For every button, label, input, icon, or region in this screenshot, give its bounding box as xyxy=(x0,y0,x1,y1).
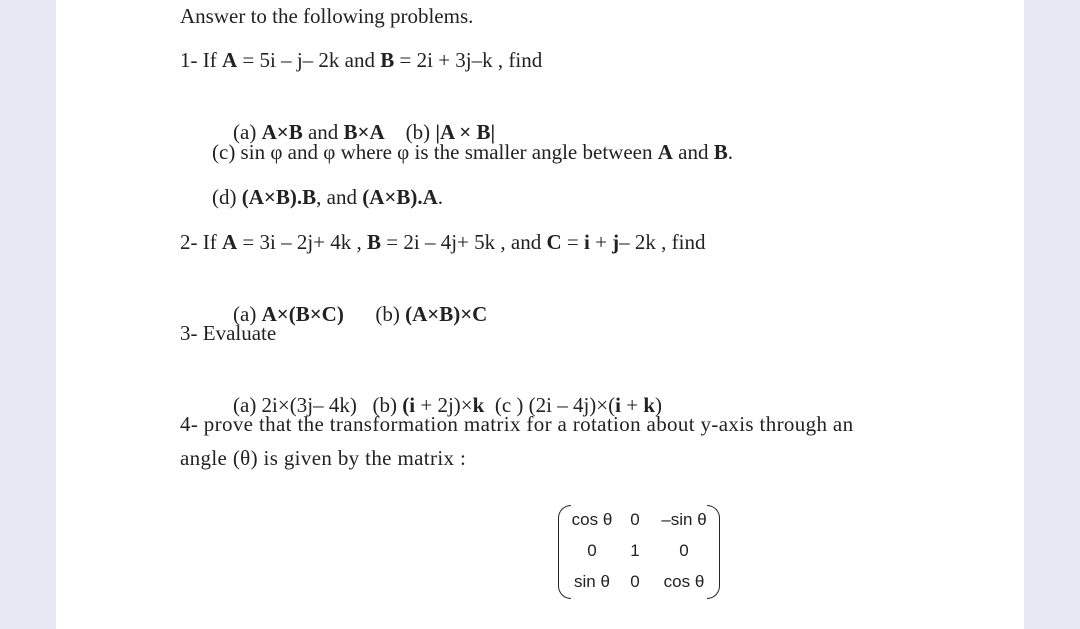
text-segment: = 5i – j– 2k and xyxy=(237,48,381,72)
unit-vector: k xyxy=(643,393,656,417)
text-segment: (c) sin φ and φ where φ is the smaller angle between xyxy=(212,140,658,164)
vector-expression: |A × B| xyxy=(435,120,496,144)
text-segment: 2- If xyxy=(180,230,222,254)
text-segment: + 2j)× xyxy=(415,393,473,417)
problem-4-line-2: angle (θ) is given by the matrix : xyxy=(180,446,467,470)
text-segment: = 2i + 3j–k , find xyxy=(394,48,543,72)
vector-symbol: C xyxy=(546,230,562,254)
matrix-cell: 0 xyxy=(679,541,689,560)
matrix-cell: 0 xyxy=(630,510,640,529)
vector-expression: (A×B)×C xyxy=(405,302,488,326)
text-segment: + xyxy=(620,393,644,417)
problem-1-part-d xyxy=(212,184,443,210)
vector-expression: A×(B×C) xyxy=(261,302,344,326)
matrix-cell: –sin θ xyxy=(661,510,707,529)
matrix-cell: 0 xyxy=(630,572,640,591)
matrix-cell: 1 xyxy=(630,541,640,560)
text-segment: (b) xyxy=(384,120,436,144)
text-segment: = 3i – 2j+ 4k , xyxy=(237,230,368,254)
text-segment: (b) xyxy=(343,302,406,326)
rotation-matrix xyxy=(558,503,720,599)
text-segment: , and xyxy=(316,185,363,209)
problem-2-statement xyxy=(180,229,706,255)
vector-symbol: A xyxy=(657,140,673,164)
matrix-cell: sin θ xyxy=(574,572,610,591)
matrix-cell: cos θ xyxy=(571,510,613,529)
unit-vector: k xyxy=(472,393,485,417)
unit-vector: i xyxy=(583,230,590,254)
vector-expression: (A×B).B xyxy=(241,185,317,209)
vector-expression: B×A xyxy=(343,120,385,144)
vector-expression: (A×B).A xyxy=(362,185,438,209)
vector-symbol: A xyxy=(221,230,238,254)
text-segment: ) xyxy=(655,393,663,417)
text-segment: (c ) (2i – 4j)×( xyxy=(484,393,616,417)
vector-symbol: B xyxy=(367,230,382,254)
text-segment: and xyxy=(302,120,344,144)
vector-expression: A×B xyxy=(261,120,303,144)
text-segment: = 2i – 4j+ 5k , and xyxy=(381,230,547,254)
text-segment: 1- If xyxy=(180,48,222,72)
unit-vector: (i xyxy=(402,393,416,417)
problem-1-statement xyxy=(180,47,542,73)
problem-4-line-1: 4- prove that the transformation matrix for a rotation about y-axis through an xyxy=(180,412,854,436)
vector-symbol: B xyxy=(713,140,728,164)
text-segment: (d) xyxy=(212,185,242,209)
text-segment: = xyxy=(561,230,584,254)
text-segment: . xyxy=(437,185,444,209)
text-segment: (a) xyxy=(233,120,262,144)
heading: Answer to the following problems. xyxy=(180,4,474,28)
matrix-cell: cos θ xyxy=(663,572,705,591)
document-page xyxy=(56,0,1024,629)
text-segment: (a) xyxy=(233,302,262,326)
text-segment: . xyxy=(727,140,733,164)
text-segment: + xyxy=(589,230,613,254)
vector-symbol: A xyxy=(221,48,238,72)
problem-1-part-c xyxy=(212,139,733,165)
text-segment: – 2k , find xyxy=(619,230,706,254)
vector-symbol: B xyxy=(380,48,395,72)
text-segment: and xyxy=(672,140,714,164)
unit-vector: j xyxy=(612,230,620,254)
unit-vector: i xyxy=(615,393,621,417)
problem-3-statement: 3- Evaluate xyxy=(180,321,277,345)
matrix-cell: 0 xyxy=(587,541,597,560)
text-segment: (a) 2i×(3j– 4k) (b) xyxy=(233,393,403,417)
